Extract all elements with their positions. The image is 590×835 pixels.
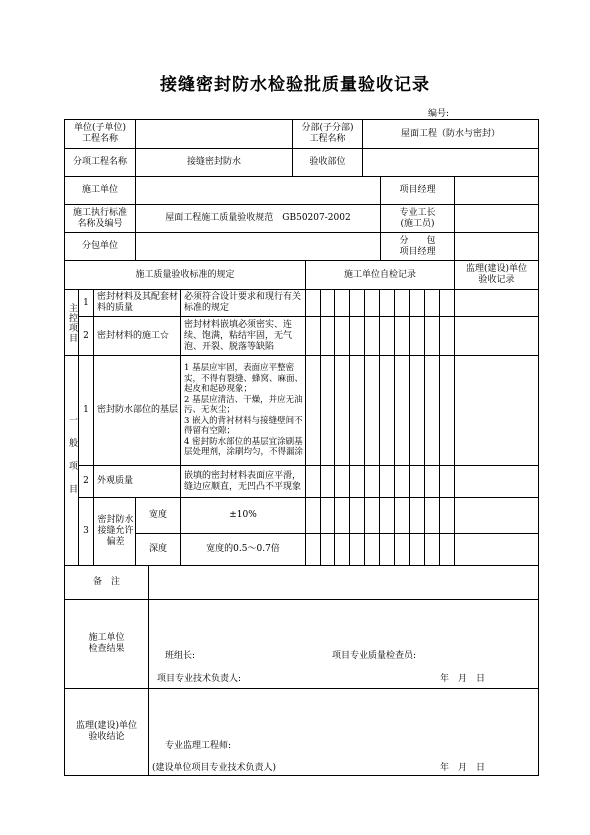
main-item-2-name: 密封材料的施工☆ bbox=[97, 330, 170, 341]
supervision-engineer-label: 专业监理工程师: bbox=[165, 740, 232, 751]
construction-check-label: 施工单位 检查结果 bbox=[88, 633, 125, 654]
general-item-2-name: 外观质量 bbox=[97, 476, 134, 486]
project-manager-label: 项目经理 bbox=[399, 185, 436, 195]
unit-project-name-label: 单位(子单位) 工程名称 bbox=[73, 123, 127, 144]
team-leader-label: 班组长: bbox=[165, 650, 196, 661]
depth-tolerance-value: 宽度的0.5～0.7倍 bbox=[206, 544, 280, 554]
main-item-1-name: 密封材料及其配套材料的质量 bbox=[97, 292, 179, 313]
page-title: 接缝密封防水检验批质量验收记录 bbox=[160, 75, 430, 95]
general-item-1-no: 1 bbox=[83, 405, 89, 415]
acceptance-part-value[interactable] bbox=[363, 149, 538, 176]
project-tech-leader-label: 项目专业技术负责人: bbox=[157, 673, 242, 684]
quality-inspector-label: 项目专业质量检查员: bbox=[332, 650, 417, 661]
supervision-conclusion-label: 监理(建设)单位 验收结论 bbox=[75, 721, 138, 742]
general-items-label: 一般项目 bbox=[67, 414, 77, 507]
foreman-label: 专业工长 (施工员) bbox=[399, 207, 436, 229]
subitem-project-name-value: 接缝密封防水 bbox=[186, 157, 241, 167]
main-item-1-no: 1 bbox=[83, 297, 89, 308]
main-item-2-no: 2 bbox=[83, 330, 89, 341]
supervision-date: 年 月 日 bbox=[440, 762, 486, 773]
subpart-project-name-label: 分部(子分部) 工程名称 bbox=[301, 123, 354, 144]
general-item-2-no: 2 bbox=[83, 476, 89, 486]
general-item-1-requirement: 1 基层应牢固，表面应平整密实，不得有裂缝、蜂窝、麻面、起皮和起砂现象； 2 基层应清洁、干燥，并应无油污、无灰尘； 3 嵌入的背衬材料与接缝壁间不得留有空隙； 4 密封防水部位的基层宜涂刷基层处理剂，涂刷均匀，不得漏涂 bbox=[184, 363, 304, 458]
main-item-1-requirement: 必须符合设计要求和现行有关标准的规定 bbox=[184, 292, 302, 313]
subcontract-manager-label: 分 包 项目经理 bbox=[399, 235, 436, 257]
standard-name-value: 屋面工程施工质量验收规范 GB50207-2002 bbox=[165, 213, 351, 223]
foreman-value[interactable] bbox=[455, 205, 538, 232]
serial-number-label: 编号: bbox=[428, 109, 450, 119]
construction-unit-value[interactable] bbox=[136, 177, 380, 204]
remarks-label: 备 注 bbox=[92, 577, 120, 587]
acceptance-part-label: 验收部位 bbox=[309, 157, 346, 167]
width-tolerance-value: ±10% bbox=[229, 510, 257, 520]
width-tolerance-label: 宽度 bbox=[148, 510, 167, 520]
construction-check-date: 年 月 日 bbox=[440, 673, 486, 684]
construction-unit-label: 施工单位 bbox=[81, 185, 118, 195]
depth-tolerance-label: 深度 bbox=[148, 544, 167, 554]
remarks-value[interactable] bbox=[149, 566, 538, 599]
main-control-label: 主控项目 bbox=[67, 302, 77, 343]
unit-project-name-value[interactable] bbox=[136, 120, 292, 148]
subpart-project-name-value: 屋面工程（防水与密封） bbox=[400, 128, 500, 139]
standard-column-header: 施工质量验收标准的规定 bbox=[135, 269, 235, 280]
supervision-column-header: 监理(建设)单位 验收记录 bbox=[465, 264, 528, 285]
subcontract-unit-label: 分包单位 bbox=[81, 241, 118, 251]
general-item-2-requirement: 嵌填的密封材料表面应平滑，缝边应顺直，无凹凸不平现象 bbox=[184, 470, 302, 492]
self-check-column-header: 施工单位自检记录 bbox=[343, 269, 416, 280]
main-item-2-requirement: 密封材料嵌填必须密实、连续、饱满，粘结牢固，无气泡、开裂、脱落等缺陷 bbox=[184, 319, 293, 352]
general-item-1-name: 密封防水部位的基层 bbox=[97, 405, 179, 415]
subcontract-unit-value[interactable] bbox=[136, 233, 380, 260]
general-item-3-no: 3 bbox=[83, 526, 89, 536]
subcontract-manager-value[interactable] bbox=[455, 233, 538, 260]
subitem-project-name-label: 分项工程名称 bbox=[72, 157, 127, 167]
general-item-3-name: 密封防水接缝允许偏差 bbox=[97, 515, 134, 547]
owner-tech-leader-label: (建设单位项目专业技术负责人) bbox=[152, 762, 277, 773]
standard-name-label: 施工执行标准 名称及编号 bbox=[72, 207, 127, 229]
project-manager-value[interactable] bbox=[455, 177, 538, 204]
